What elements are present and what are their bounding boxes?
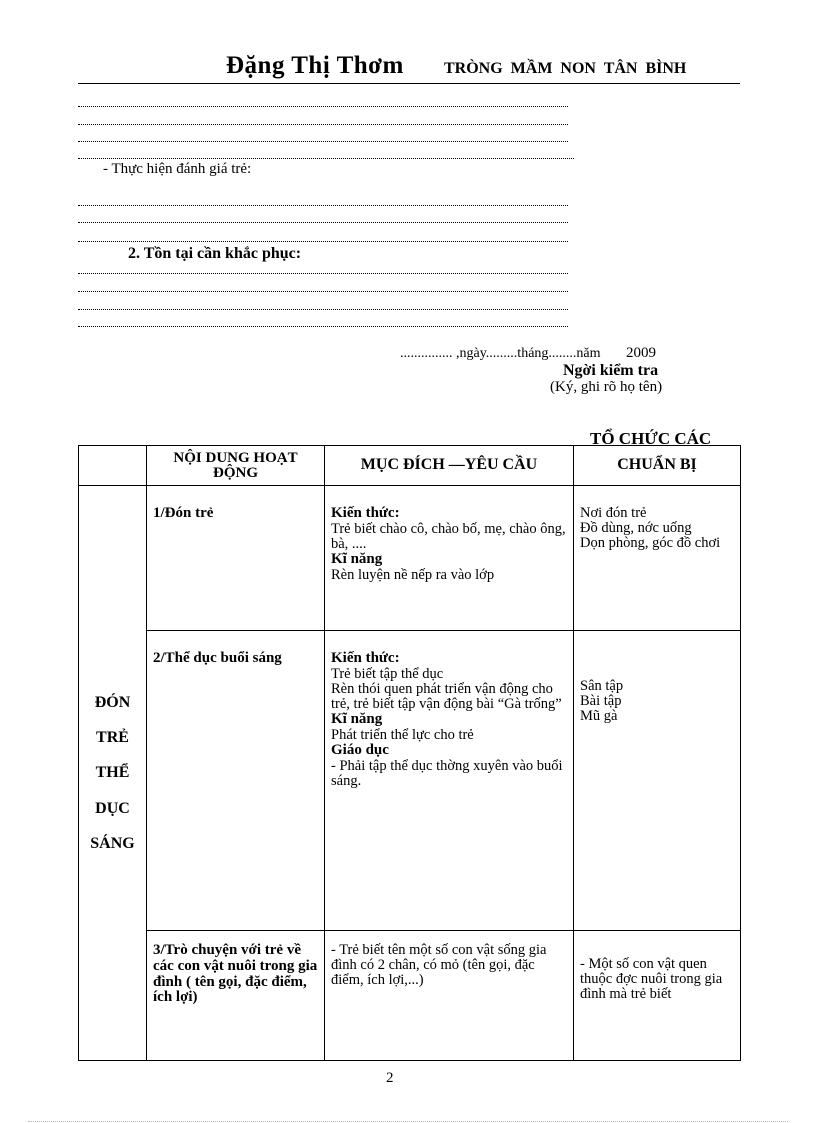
header-rule bbox=[78, 83, 740, 84]
table-row bbox=[79, 486, 741, 631]
group-label-word: SÁNG bbox=[90, 834, 135, 852]
signature-title: Ngời kiểm tra bbox=[563, 362, 659, 379]
prep-item: - Một số con vật quen thuộc đợc nuôi trong gia đình mà trẻ biết bbox=[580, 956, 723, 1003]
evaluate-label: - Thực hiện đánh giá trẻ: bbox=[103, 161, 252, 177]
activity-title: 3/Trò chuyện với trẻ về các con vật nuôi trong gia đình ( tên gọi, đặc điểm, ích lợi) bbox=[153, 942, 318, 1006]
purpose-heading: Kiến thức: bbox=[331, 505, 400, 521]
dotted-line bbox=[78, 326, 568, 327]
purpose-cell bbox=[325, 631, 574, 931]
purpose-text: - Phải tập thể dục thờng xuyên vào buổi sáng. bbox=[331, 758, 563, 790]
group-label-word: ĐÓN bbox=[94, 694, 131, 712]
purpose-heading: Kĩ năng bbox=[331, 711, 383, 728]
dotted-line bbox=[78, 158, 574, 159]
school-name: TRÒNG MẦM NON TÂN BÌNH bbox=[444, 60, 687, 77]
dotted-line bbox=[78, 291, 568, 292]
purpose-text: Trẻ biết chào cô, chào bố, mẹ, chào ông, bà, .... bbox=[331, 520, 566, 552]
purpose-cell bbox=[325, 931, 574, 1061]
purpose-text: Rèn thói quen phát triển vận động cho trẻ, trẻ biết tập vận động bài “Gà trống” bbox=[331, 680, 562, 713]
group-label-word: THỂ bbox=[95, 764, 130, 782]
purpose-heading: Kiến thức: bbox=[331, 650, 400, 666]
header-cell-purpose: MỤC ĐÍCH —YÊU CẦU bbox=[325, 446, 574, 486]
author-name: Đặng Thị Thơm bbox=[226, 52, 404, 79]
prep-item: Dọn phòng, góc đồ chơi bbox=[580, 535, 721, 552]
dotted-line bbox=[78, 141, 568, 142]
group-label-word: DỤC bbox=[95, 799, 130, 817]
prep-cell bbox=[574, 486, 741, 631]
purpose-text: Trẻ biết tập thể dục bbox=[331, 665, 444, 682]
prep-cell bbox=[574, 931, 741, 1061]
issues-title: 2. Tồn tại cần khắc phục: bbox=[128, 245, 302, 262]
purpose-text: Phát triển thể lực cho trẻ bbox=[331, 727, 474, 744]
prep-item: Mũ gà bbox=[580, 708, 618, 725]
prep-item: Bài tập bbox=[580, 693, 622, 710]
prep-item: Đồ dùng, nớc uống bbox=[580, 520, 692, 537]
footer-rule bbox=[28, 1121, 788, 1122]
header-cell-content: NỘI DUNG HOẠT ĐỘNG bbox=[147, 446, 325, 486]
purpose-cell bbox=[325, 486, 574, 631]
signature-note: (Ký, ghi rõ họ tên) bbox=[550, 379, 663, 395]
content-cell bbox=[147, 631, 325, 931]
dotted-line bbox=[78, 309, 568, 310]
table-row bbox=[79, 631, 741, 931]
prep-item: Sân tập bbox=[580, 678, 624, 694]
dotted-line bbox=[78, 273, 568, 274]
signature-date-line: ............... ,ngày.........tháng........năm bbox=[400, 346, 601, 361]
page-number: 2 bbox=[386, 1070, 394, 1086]
content-cell bbox=[147, 486, 325, 631]
header-cell-prep: CHUẨN BỊ bbox=[574, 446, 741, 486]
dotted-line bbox=[78, 205, 568, 206]
dotted-line bbox=[78, 124, 568, 125]
prep-item: Nơi đón trẻ bbox=[580, 505, 647, 521]
signature-year: 2009 bbox=[626, 345, 657, 361]
signature-date bbox=[400, 345, 656, 362]
activity-title: 2/Thể dục buổi sáng bbox=[153, 650, 282, 666]
group-label-word: TRẺ bbox=[96, 729, 129, 747]
purpose-heading: Giáo dục bbox=[331, 742, 389, 759]
purpose-text: - Trẻ biết tên một số con vật sống gia đình có 2 chân, có mỏ (tên gọi, đặc điểm, ích lợi,...) bbox=[331, 942, 547, 989]
column-overflow-title: TỔ CHỨC CÁC bbox=[590, 429, 712, 448]
header-cell-group bbox=[79, 446, 147, 486]
activity-table bbox=[78, 445, 741, 1061]
dotted-line bbox=[78, 222, 568, 223]
table-row bbox=[79, 931, 741, 1061]
content-cell bbox=[147, 931, 325, 1061]
group-label-cell bbox=[79, 486, 147, 1061]
table-header-row bbox=[79, 446, 741, 486]
dotted-line bbox=[78, 241, 568, 242]
dotted-line bbox=[78, 106, 568, 107]
prep-cell bbox=[574, 631, 741, 931]
purpose-heading: Kĩ năng bbox=[331, 551, 383, 568]
activity-title: 1/Đón trẻ bbox=[153, 505, 214, 521]
purpose-text: Rèn luyện nề nếp ra vào lớp bbox=[331, 566, 495, 583]
